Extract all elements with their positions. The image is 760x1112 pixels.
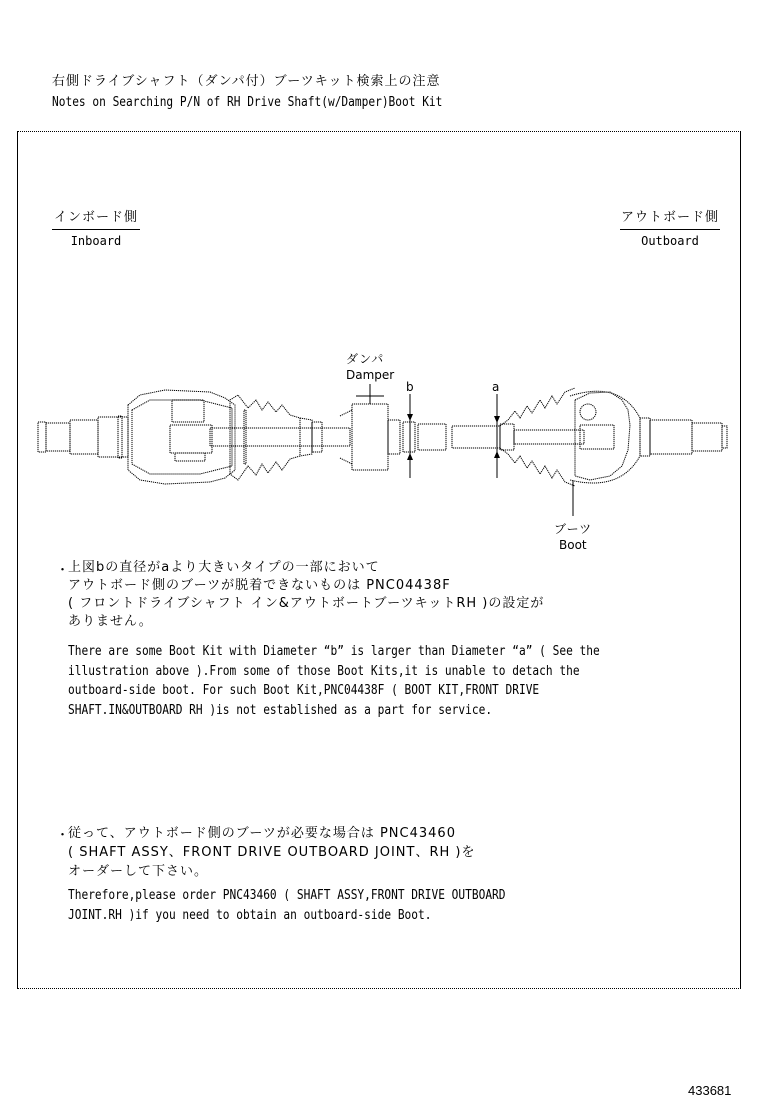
bullet-icon: ・	[56, 828, 71, 843]
damper-label-jp: ダンパ	[346, 352, 385, 366]
outboard-label-jp: アウトボード側	[620, 210, 719, 225]
boot-label-jp: ブーツ	[554, 522, 593, 536]
note-1-en-line: outboard-side boot. For such Boot Kit,PNC04438F ( BOOT KIT,FRONT DRIVE	[68, 683, 540, 698]
note-2-jp-line: オーダーして下さい。	[68, 864, 209, 879]
note-2-en-line: JOINT.RH )if you need to obtain an outboard-side Boot.	[68, 908, 432, 923]
note-2	[56, 824, 475, 881]
inboard-label-jp: インボード側	[53, 210, 138, 225]
note-2-en-line: Therefore,please order PNC43460 ( SHAFT ASSY,FRONT DRIVE OUTBOARD	[68, 888, 506, 903]
note-1-en-line: SHAFT.IN&OUTBOARD RH )is not established as a part for service.	[68, 702, 493, 718]
note-2-jp-line: ( SHAFT ASSY、FRONT DRIVE OUTBOARD JOINT、RH )を	[68, 845, 476, 860]
note-1-jp-line: ありません。	[68, 614, 153, 629]
note-2-jp	[56, 824, 475, 881]
figure-id: 433681	[688, 1083, 732, 1098]
bullet-icon: ・	[56, 563, 71, 578]
damper-label-en: Damper	[346, 368, 395, 382]
inboard-label-en: Inboard	[70, 234, 122, 248]
boot-label-en: Boot	[559, 538, 587, 552]
title-english: Notes on Searching P/N of RH Drive Shaft(w/Damper)Boot Kit	[52, 95, 443, 110]
note-1-jp	[56, 559, 544, 631]
outboard-label-en: Outboard	[641, 234, 699, 248]
note-1-en-line: There are some Boot Kit with Diameter “b” is larger than Diameter “a” ( See the	[68, 644, 600, 659]
note-1-en	[68, 642, 600, 720]
note-1-jp-line: アウトボード側のブーツが脱着できないものは PNC04438F	[68, 578, 451, 593]
title-japanese: 右側ドライブシャフト（ダンパ付）ブーツキット検索上の注意	[52, 74, 441, 89]
diameter-b-label: b	[406, 380, 414, 394]
note-1	[56, 559, 544, 631]
note-2-jp-line: 従って、アウトボード側のブーツが必要な場合は PNC43460	[68, 826, 456, 841]
note-1-jp-line: ( フロントドライブシャフト イン&アウトボートブーツキットRH )の設定が	[68, 596, 545, 611]
diameter-a-label: a	[492, 380, 500, 394]
note-1-jp-line: 上図bの直径がaより大きいタイプの一部において	[68, 560, 380, 575]
note-1-en-line: illustration above ).From some of those Boot Kits,it is unable to detach the	[68, 663, 580, 679]
note-2-en	[68, 886, 506, 926]
